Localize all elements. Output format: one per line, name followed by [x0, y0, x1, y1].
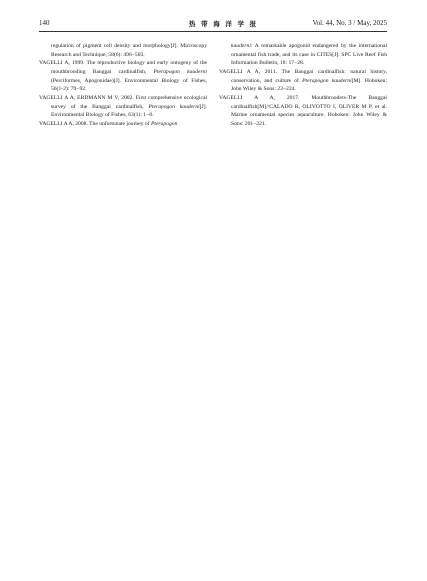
reference-continuation: [219, 42, 387, 68]
reference-entry: [39, 120, 207, 129]
header-rule: [39, 31, 387, 32]
reference-text: (Perciformes, Apogonidae)[J]. Environmental Biology of Fishes, 56(1-2): 79−92.: [51, 77, 207, 93]
reference-text: [M]. Hoboken: John Wiley & Sons: 23−224.: [231, 77, 387, 93]
reference-text: regulation of pigment cell density and morphology[J]. Microscopy Research and Technique, 58(6): 496−503.: [51, 43, 207, 58]
reference-text: VAGELLI A A, ERDMANN M V, 2002. First comprehensive ecological survey of the Banggai cardinalfish,: [39, 95, 207, 110]
reference-column-left: [39, 42, 207, 129]
reference-column-right: [219, 42, 387, 129]
species-name: Pterapogon: [150, 121, 178, 128]
reference-entry: [39, 94, 207, 120]
reference-text: VAGELLI A A, 2008. The unfortunate journey of: [39, 121, 151, 128]
reference-text: [J]. Environmental Biology of Fishes, 63(1): 1−8.: [51, 103, 207, 119]
reference-text: VAGELLI A A, 2017. Mouthbrooders-The Banggai cardinalfish[M]//CALADO R, OLIVOTTO I, OLIVER M P, et al. Marine ornamental species aquaculture. Hoboken: John Wiley & Sons: 201−221.: [219, 95, 387, 127]
volume-info: Vol. 44, No. 3 / May, 2025: [312, 19, 387, 27]
reference-entry: [219, 94, 387, 128]
page-number: 140: [39, 19, 50, 27]
reference-text: VAGELLI A A, 2011. The Banggai cardinalfish: natural history, conservation, and culture of: [219, 69, 387, 84]
reference-text: VAGELLI A, 1999. The reproductive biology and early ontogeny of the mouthbrooding Banggai cardinalfish,: [39, 60, 207, 76]
journal-title: 热 带 海 洋 学 报: [189, 21, 259, 28]
species-name: Pterapogon kauderni: [302, 77, 352, 84]
species-name: kauderni: [231, 43, 251, 49]
reference-text: : A remarkable apogonid endangered by the international ornamental fish trade, and its case in CITES[J]. SPC Live Reef Fish Information Bulletin, 18: 17−28.: [231, 43, 387, 67]
species-name: Pterapogon kauderni: [148, 103, 200, 110]
running-header: [39, 19, 387, 31]
species-name: Pterapogon kauderni: [153, 69, 207, 76]
reference-continuation: [39, 42, 207, 59]
reference-entry: [219, 68, 387, 94]
reference-entry: [39, 59, 207, 93]
